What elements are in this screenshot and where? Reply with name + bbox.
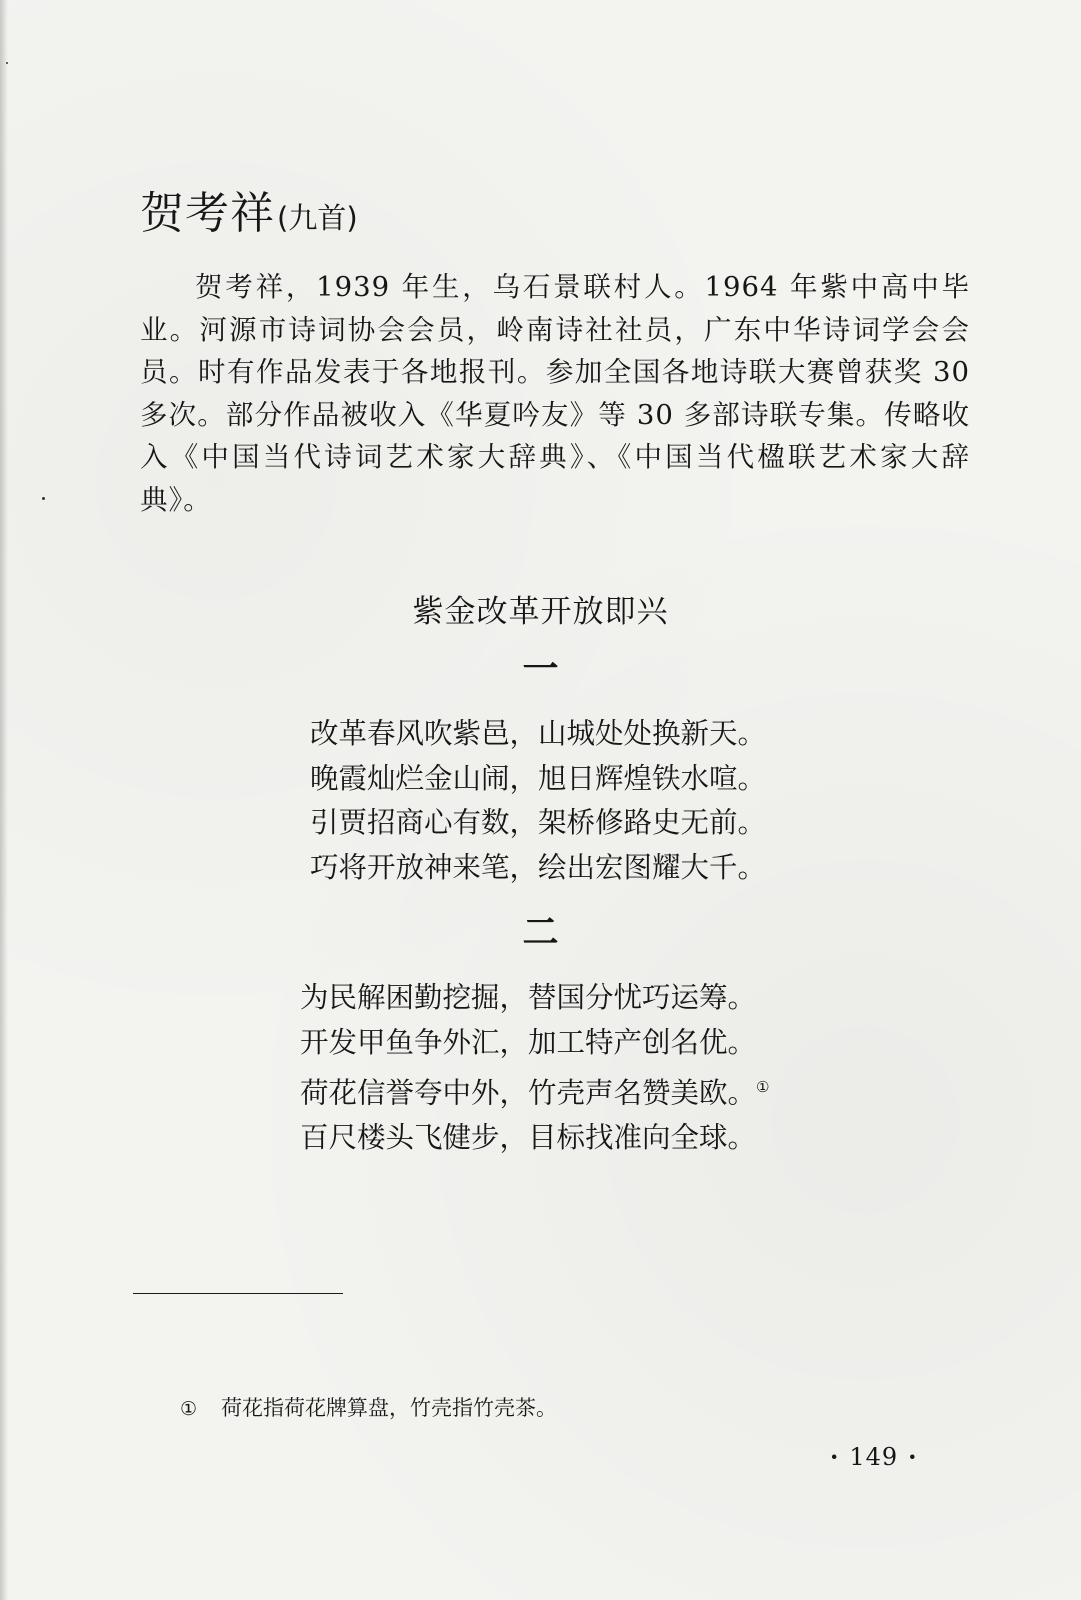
poem-line xyxy=(300,1065,769,1116)
footnote-divider xyxy=(133,1293,343,1294)
author-heading xyxy=(140,188,358,239)
page-number-value: 149 xyxy=(849,1443,899,1471)
footnote-reference: ① xyxy=(756,1078,770,1096)
poem-line: 引贾招商心有数，架桥修路史无前。 xyxy=(310,806,767,839)
poem-line: 巧将开放神来笔，绘出宏图耀大千。 xyxy=(310,850,767,884)
binding-shadow xyxy=(0,0,8,1600)
poem-line: 为民解困勤挖掘，替国分忧巧运筹。 xyxy=(300,981,757,1014)
poem-line: 开发甲鱼争外汇，加工特产创名优。 xyxy=(300,1025,757,1059)
scan-speck xyxy=(6,62,8,64)
stanza-number-2: 二 xyxy=(522,912,559,953)
footnote-number: ① xyxy=(180,1398,198,1420)
stanza-number-1: 一 xyxy=(522,649,559,690)
footnote-text: 荷花指荷花牌算盘，竹壳指竹壳茶。 xyxy=(221,1396,558,1420)
scan-speck xyxy=(42,497,45,500)
poem-line: 晚霞灿烂金山闹，旭日辉煌铁水喧。 xyxy=(310,761,767,795)
page-number-dot-left: · xyxy=(830,1442,840,1471)
author-biography: 贺考祥，1939 年生，乌石景联村人。1964 年紫中高中毕业。河源市诗词协会会员，岭南诗社社员，广东中华诗词学会会员。时有作品发表于各地报刊。参加全国各地诗联大赛曾获奖 30 多次。部分作品被收入《华夏吟友》等 30 多部诗联专集。传略收入《中国当代诗词艺术家大辞典》、《中国当代楹联艺术家大辞典》。 xyxy=(140,271,970,516)
poem-line-text: 荷花信誉夸中外，竹壳声名赞美欧。 xyxy=(300,1076,757,1110)
stanza-2 xyxy=(300,976,769,1161)
footnote xyxy=(180,1392,557,1422)
poem-count: (九首) xyxy=(277,201,358,235)
poem-line: 改革春风吹紫邑，山城处处换新天。 xyxy=(310,717,767,750)
poem-title: 紫金改革开放即兴 xyxy=(412,594,669,630)
stanza-1 xyxy=(310,712,766,890)
author-name: 贺考祥 xyxy=(140,188,275,239)
page-number-dot-right: · xyxy=(908,1442,918,1471)
page-number xyxy=(820,1442,928,1471)
poem-line: 百尺楼头飞健步，目标找准向全球。 xyxy=(300,1121,757,1154)
